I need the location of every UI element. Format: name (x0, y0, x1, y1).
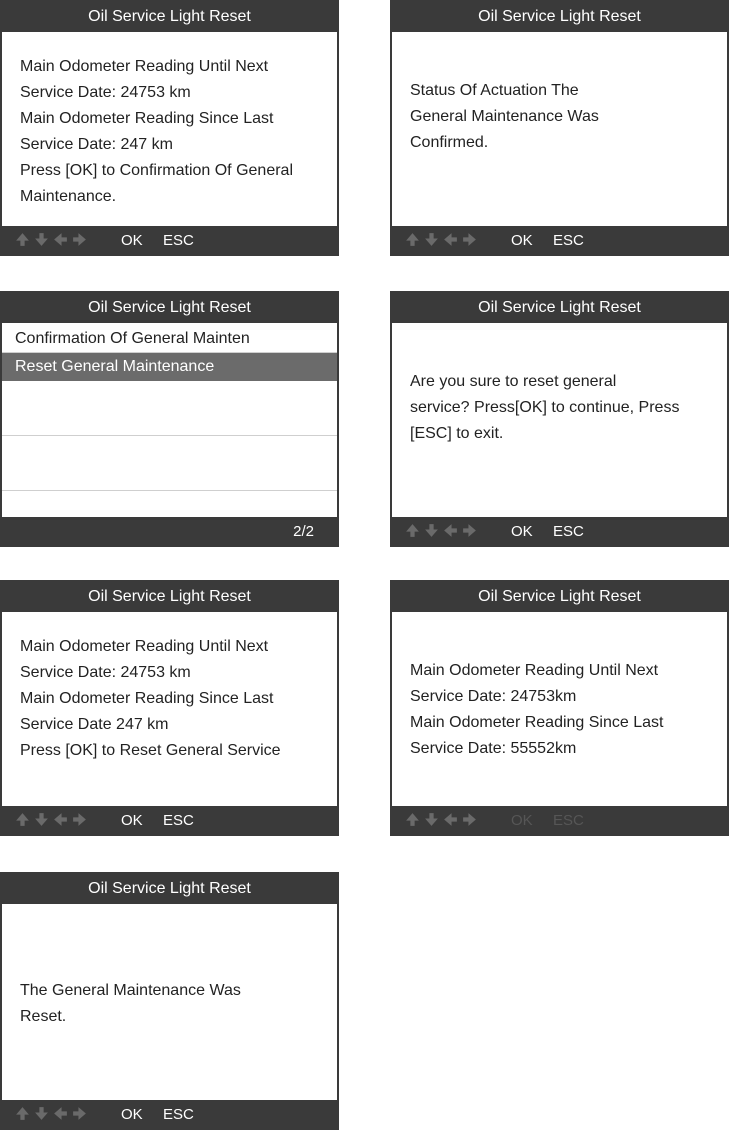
arrow-left-icon[interactable] (52, 811, 69, 828)
menu-item-confirmation[interactable]: Confirmation Of General Mainten (2, 325, 337, 353)
message-line: Are you sure to reset general (410, 373, 617, 390)
arrow-right-icon[interactable] (71, 1105, 88, 1122)
screen-maintenance-reset (0, 872, 339, 1130)
screen-odometer-readings (390, 580, 729, 836)
nav-arrows (14, 231, 88, 248)
nav-arrows (14, 1105, 88, 1122)
screen-confirm-maintenance (0, 0, 339, 256)
message-line: Main Odometer Reading Since Last (20, 690, 274, 707)
message-line: Service Date: 247 km (20, 136, 173, 153)
message-line: Main Odometer Reading Until Next (410, 662, 659, 679)
screen-actuation-status (390, 0, 729, 256)
screen-title: Oil Service Light Reset (392, 582, 727, 612)
arrow-right-icon[interactable] (461, 231, 478, 248)
message-line: Service Date: 55552km (410, 740, 577, 757)
page-indicator: 2/2 (293, 523, 314, 540)
screen-reset-prompt (390, 291, 729, 547)
arrow-up-icon[interactable] (404, 231, 421, 248)
screen-message (20, 978, 325, 1030)
message-line: Service Date: 24753 km (20, 84, 191, 101)
message-line: Reset. (20, 1008, 67, 1025)
menu-empty-row (2, 381, 337, 436)
message-line: service? Press[OK] to continue, Press (410, 399, 680, 416)
ok-button[interactable]: OK (121, 1106, 143, 1123)
screen-reset-menu (0, 291, 339, 547)
message-line: Service Date 247 km (20, 716, 169, 733)
message-line: Confirmed. (410, 134, 489, 151)
arrow-down-icon[interactable] (33, 811, 50, 828)
nav-arrows (404, 522, 478, 539)
footer-bar (392, 806, 727, 834)
footer-bar (2, 806, 337, 834)
message-line: Press [OK] to Reset General Service (20, 742, 281, 759)
arrow-left-icon[interactable] (442, 811, 459, 828)
message-line: Main Odometer Reading Until Next (20, 638, 269, 655)
arrow-down-icon[interactable] (423, 231, 440, 248)
screen-message (410, 658, 715, 762)
screen-message (20, 54, 325, 210)
esc-button[interactable]: ESC (163, 812, 194, 829)
ok-button[interactable]: OK (121, 232, 143, 249)
message-line: Main Odometer Reading Until Next (20, 58, 269, 75)
message-line: Press [OK] to Confirmation Of General (20, 162, 293, 179)
footer-bar (2, 517, 337, 545)
esc-button[interactable]: ESC (553, 523, 584, 540)
footer-bar (392, 226, 727, 254)
footer-bar (2, 1100, 337, 1128)
esc-button[interactable]: ESC (163, 1106, 194, 1123)
message-line: Service Date: 24753km (410, 688, 577, 705)
message-line: Maintenance. (20, 188, 117, 205)
screen-title: Oil Service Light Reset (392, 2, 727, 32)
message-line: Status Of Actuation The (410, 82, 579, 99)
arrow-down-icon[interactable] (33, 231, 50, 248)
message-line: The General Maintenance Was (20, 982, 241, 999)
ok-button-disabled: OK (511, 812, 533, 829)
arrow-up-icon[interactable] (404, 811, 421, 828)
footer-bar (392, 517, 727, 545)
message-line: General Maintenance Was (410, 108, 599, 125)
ok-button[interactable]: OK (511, 523, 533, 540)
arrow-left-icon[interactable] (52, 231, 69, 248)
message-line: Main Odometer Reading Since Last (410, 714, 664, 731)
screen-title: Oil Service Light Reset (2, 582, 337, 612)
arrow-left-icon[interactable] (442, 231, 459, 248)
arrow-right-icon[interactable] (461, 811, 478, 828)
ok-button[interactable]: OK (121, 812, 143, 829)
arrow-right-icon[interactable] (71, 231, 88, 248)
arrow-right-icon[interactable] (461, 522, 478, 539)
nav-arrows (404, 231, 478, 248)
screen-title: Oil Service Light Reset (2, 2, 337, 32)
screen-message (410, 78, 715, 156)
screen-title: Oil Service Light Reset (2, 293, 337, 323)
arrow-left-icon[interactable] (52, 1105, 69, 1122)
arrow-up-icon[interactable] (14, 231, 31, 248)
menu-item-reset-selected[interactable]: Reset General Maintenance (2, 353, 337, 381)
arrow-up-icon[interactable] (14, 811, 31, 828)
screen-reset-general-service (0, 580, 339, 836)
nav-arrows (404, 811, 478, 828)
arrow-down-icon[interactable] (423, 522, 440, 539)
menu-empty-row (2, 436, 337, 491)
esc-button[interactable]: ESC (163, 232, 194, 249)
nav-arrows (14, 811, 88, 828)
esc-button[interactable]: ESC (553, 232, 584, 249)
screen-title: Oil Service Light Reset (392, 293, 727, 323)
message-line: Main Odometer Reading Since Last (20, 110, 274, 127)
esc-button-disabled: ESC (553, 812, 584, 829)
arrow-up-icon[interactable] (404, 522, 421, 539)
arrow-down-icon[interactable] (33, 1105, 50, 1122)
screen-message (410, 369, 715, 447)
arrow-right-icon[interactable] (71, 811, 88, 828)
arrow-left-icon[interactable] (442, 522, 459, 539)
ok-button[interactable]: OK (511, 232, 533, 249)
arrow-down-icon[interactable] (423, 811, 440, 828)
message-line: [ESC] to exit. (410, 425, 504, 442)
screen-message (20, 634, 325, 764)
message-line: Service Date: 24753 km (20, 664, 191, 681)
screen-title: Oil Service Light Reset (2, 874, 337, 904)
arrow-up-icon[interactable] (14, 1105, 31, 1122)
footer-bar (2, 226, 337, 254)
